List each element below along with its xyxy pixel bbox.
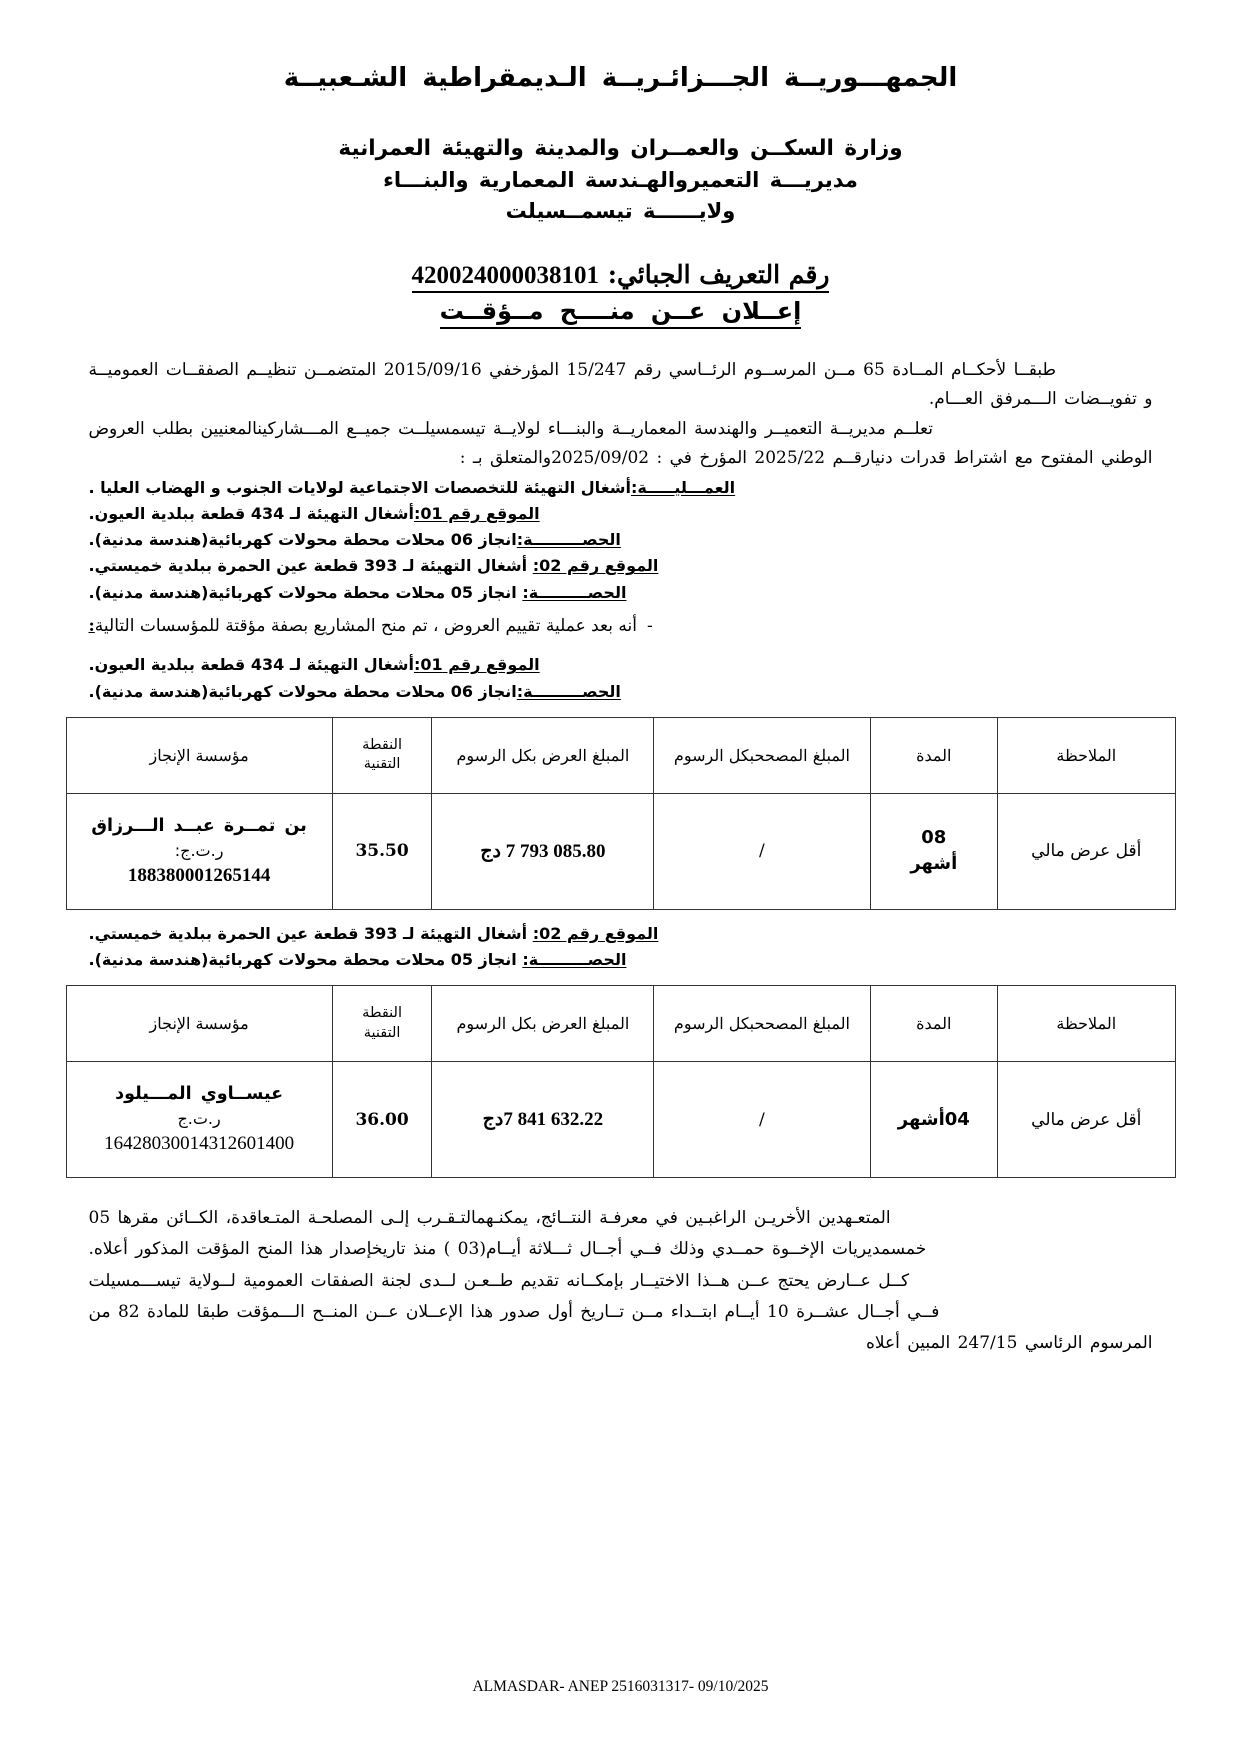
- tax-id-block: [0, 260, 1241, 293]
- header-offer-amount: المبلغ العرض بكل الرسوم: [432, 717, 654, 793]
- intro-site-2-value: أشغال التهيئة لـ 393 قطعة عين الحمرة ببلدية خميستي.: [88, 556, 533, 576]
- lot2-site-value: أشغال التهيئة لـ 393 قطعة عين الحمرة ببلدية خميستي.: [88, 923, 533, 943]
- operation-value: أشغال التهيئة للتخصصات الاجتماعية لولايات الجنوب و الهضاب العليا .: [88, 477, 631, 497]
- lot2-duration: [870, 1062, 998, 1178]
- lot2-corrected-amount: /: [654, 1062, 870, 1178]
- directorate-name: مديريـــة التعميروالهـندسة المعمارية والبنـــاء: [383, 167, 858, 192]
- lot2-note: أقل عرض مالي: [998, 1062, 1175, 1178]
- header-technical-score-line2: التقنية: [363, 756, 401, 773]
- lot1-lot-label: الحصـــــــــة:: [516, 681, 621, 701]
- lot1-technical-score: 35.50: [332, 793, 432, 909]
- lot1-firm: [66, 793, 332, 909]
- lot1-site-value: أشغال التهيئة لـ 434 قطعة ببلدية العيون.: [88, 655, 414, 675]
- lot2-duration-number: 04: [944, 1108, 970, 1130]
- header-technical-score-line1: النقطة: [362, 1005, 402, 1021]
- intro-lot-2-line: [89, 581, 1153, 604]
- lot1-offer-amount-currency: دج: [480, 840, 501, 862]
- lot2-duration-unit: أشهر: [897, 1108, 945, 1130]
- intro-lot-1-value: انجاز 06 محلات محطة محولات كهربائية(هندسة مدنية).: [88, 530, 517, 550]
- lot1-lot-value: انجاز 06 محلات محطة محولات كهربائية(هندسة مدنية).: [88, 681, 517, 701]
- header-firm: مؤسسة الإنجاز: [66, 986, 332, 1062]
- lot1-offer-amount: [432, 793, 654, 909]
- intro-site-1-line: [89, 502, 1153, 525]
- lot1-award-table: [66, 717, 1176, 910]
- header-corrected-amount: المبلغ المصححبكل الرسوم: [654, 986, 870, 1062]
- lot1-corrected-amount: /: [654, 793, 870, 909]
- tax-id-line: [412, 260, 830, 293]
- header-technical-score-line2: التقنية: [363, 1024, 401, 1041]
- intro-paragraph-1: طبقــا لأحكــام المــادة 65 مــن المرســوم الرئــاسي رقم 15/247 المؤرخفي 2015/09/16 المتضمــن تنظيــم الصفقــات العموميــة: [88, 359, 1057, 380]
- intro-lot-2-value: انجاز 05 محلات محطة محولات كهربائية(هندسة مدنية).: [88, 582, 523, 602]
- intro-paragraph-4: الوطني المفتوح مع اشتراط قدرات دنيارقــم 2025/22 المؤرخ في : 2025/09/02والمتعلق بـ :: [459, 448, 1153, 469]
- lot2-lot-label: الحصـــــــــة:: [522, 949, 627, 969]
- closing-paragraph-4: فــي أجــال عشــرة 10 أيــام ابتــداء مــن تــاريخ أول صدور هذا الإعــلان عــن المنــح الـــمؤقت طبقا للمادة 82 من: [88, 1301, 940, 1322]
- tax-id-label: رقم التعريف الجبائي:: [607, 259, 830, 289]
- lot1-duration-number: 08: [921, 827, 947, 849]
- closing-paragraph-3: كــل عــارض يحتج عــن هــذا الاختيــار بإمكــانه تقديم طــعـن لــدى لجنة الصفقات العمومية لــولاية تيســـمسيلت: [88, 1270, 910, 1291]
- closing-paragraph-2: خمسمديريات الإخــوة حمــدي وذلك فــي أجــال ثـــلاثة أيــام(03 ) منذ تاريخإصدار هذا المنح المؤقت المذكور أعلاه.: [88, 1239, 927, 1260]
- lot2-technical-score: 36.00: [332, 1062, 432, 1178]
- bullet-dash-icon: -: [646, 615, 653, 636]
- lot2-site-line: [89, 922, 1153, 945]
- award-notice-line: [89, 614, 1153, 640]
- intro-lot-2-label: الحصـــــــــة:: [522, 582, 627, 602]
- lot1-lot-line: [89, 680, 1153, 703]
- document-footer: ALMASDAR- ANEP 2516031317- 09/10/2025: [472, 1678, 769, 1695]
- lot1-firm-rc-number: 188380001265144: [127, 865, 271, 887]
- lot1-table-wrap: [66, 717, 1176, 910]
- closing-paragraph-5: المرسوم الرئاسي 247/15 المبين أعلاه: [865, 1333, 1153, 1353]
- table-row: [66, 793, 1175, 909]
- operation-line: [89, 476, 1153, 499]
- table-header-row: [66, 717, 1175, 793]
- republic-title: الجمهـــوريــة الجـــزائـريــة الـديمقراطية الشـعبيــة: [283, 63, 958, 93]
- lot2-firm-name: عيســاوي المـــيلود: [115, 1084, 284, 1105]
- award-title-block: [0, 297, 1241, 329]
- header-firm: مؤسسة الإنجاز: [66, 717, 332, 793]
- intro-site-1-label: الموقع رقم 01:: [413, 504, 540, 524]
- lot1-site-line: [89, 653, 1153, 676]
- lot1-duration-unit: أشهر: [910, 853, 958, 875]
- header-technical-score-line1: النقطة: [362, 736, 402, 753]
- lot2-firm-rc-number: 16428030014312601400: [104, 1133, 295, 1155]
- document-header: [0, 0, 1241, 329]
- intro-paragraph-3: تعلــم مديريــة التعميــر والهندسة المعماريــة والبنـــاء لولايــة تيسمسيلــت جميــع المـــشاركينالمعنيين بطلب العروض: [88, 418, 933, 439]
- lot2-award-table: [66, 985, 1176, 1178]
- lot1-site-label: الموقع رقم 01:: [413, 655, 540, 675]
- operation-label: العمـــليـــــة:: [630, 477, 736, 497]
- header-offer-amount: المبلغ العرض بكل الرسوم: [432, 986, 654, 1062]
- lot1-duration: [870, 793, 998, 909]
- lot2-intro: [71, 922, 1171, 971]
- closing-paragraph-1: المتعـهدين الأخريـن الراغبـين في معرفـة النتــائج، يمكنـهمالتـقـرب إلـى المصلحـة المتـعاقدة، الكــائن مقرها 05: [88, 1208, 891, 1229]
- award-notice-colon: :: [88, 615, 95, 636]
- tax-id-number: 420024000038101: [411, 261, 599, 289]
- document-body: [71, 357, 1171, 703]
- intro-paragraph-2: و تفويــضات الـــمرفق العـــام.: [928, 389, 1153, 410]
- intro-site-1-value: أشغال التهيئة لـ 434 قطعة ببلدية العيون.: [88, 504, 414, 524]
- intro-site-2-line: [89, 554, 1153, 577]
- lot1-firm-name: بن تمــرة عبــد الـــرزاق: [91, 815, 307, 836]
- lot2-lot-line: [89, 948, 1153, 971]
- header-technical-score: [332, 986, 432, 1062]
- table-header-row: [66, 986, 1175, 1062]
- lot1-note: أقل عرض مالي: [998, 793, 1175, 909]
- lot2-site-label: الموقع رقم 02:: [532, 923, 659, 943]
- lot2-offer-amount-currency: دج: [482, 1109, 504, 1131]
- award-title: إعــلان عــن منــــح مــؤقــت: [440, 297, 802, 329]
- lot1-firm-rc-label: ر.ت.ج:: [174, 841, 224, 861]
- lot2-offer-amount: [432, 1062, 654, 1178]
- header-duration: المدة: [870, 717, 998, 793]
- intro-lot-1-label: الحصـــــــــة:: [516, 530, 621, 550]
- lot2-offer-amount-number: 7 841 632.22: [503, 1109, 604, 1131]
- lot1-offer-amount-number: 7 793 085.80: [505, 840, 606, 862]
- lot2-table-wrap: [66, 985, 1176, 1178]
- header-corrected-amount: المبلغ المصححبكل الرسوم: [654, 717, 870, 793]
- intro-site-2-label: الموقع رقم 02:: [532, 556, 659, 576]
- lot2-firm-rc-label: ر.ت.ج: [177, 1109, 221, 1129]
- closing-section: [71, 1204, 1171, 1358]
- ministry-name: وزارة السكــن والعمــران والمدينة والتهيئة العمرانية: [338, 135, 903, 161]
- header-technical-score: [332, 717, 432, 793]
- ministry-block: [0, 133, 1241, 228]
- table-row: [66, 1062, 1175, 1178]
- header-note: الملاحظة: [998, 717, 1175, 793]
- intro-lot-1-line: [89, 528, 1153, 551]
- header-duration: المدة: [870, 986, 998, 1062]
- header-note: الملاحظة: [998, 986, 1175, 1062]
- lot2-lot-value: انجاز 05 محلات محطة محولات كهربائية(هندسة مدنية).: [88, 949, 523, 969]
- award-notice-text: أنه بعد عملية تقييم العروض ، تم منح المشاريع بصفة مؤقتة للمؤسسات التالية: [94, 615, 637, 636]
- lot2-firm: [66, 1062, 332, 1178]
- wilaya-name: ولايــــــة تيسمــسيلت: [505, 199, 736, 224]
